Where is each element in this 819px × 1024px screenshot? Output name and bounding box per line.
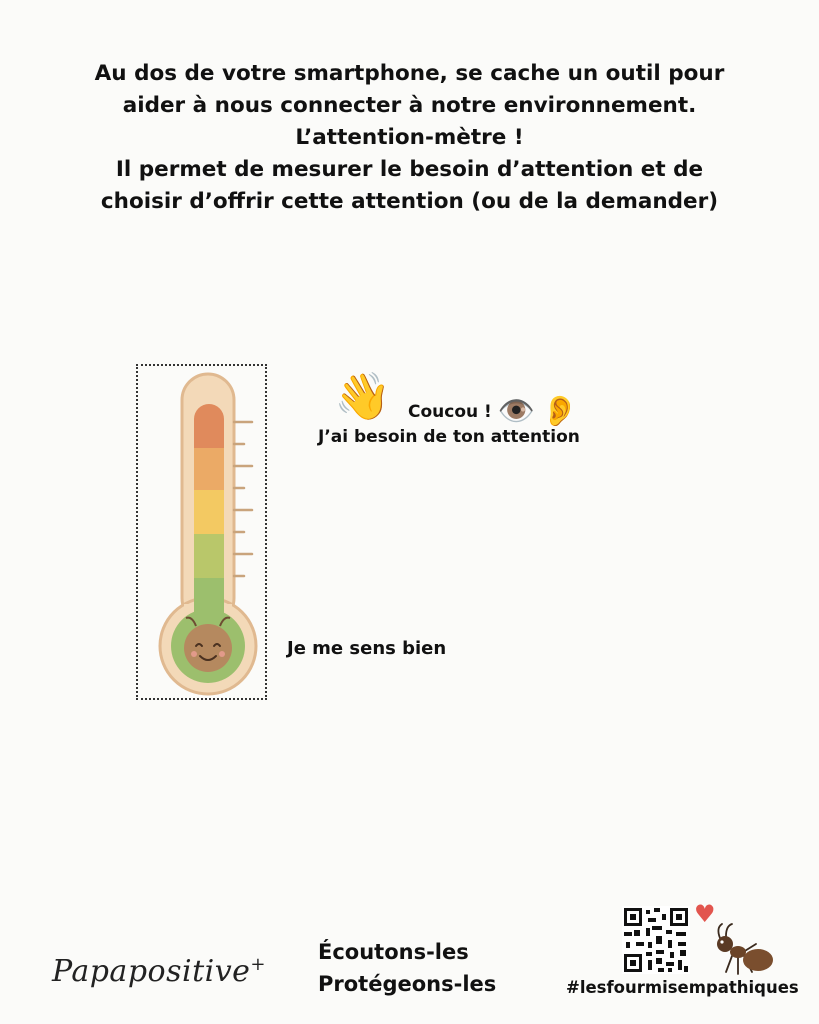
level-segment-3 xyxy=(194,490,224,534)
wave-hand-icon: 👋 xyxy=(334,369,392,423)
ear-icon: 👂 xyxy=(541,394,579,429)
papapositive-logo xyxy=(52,954,266,989)
slogan xyxy=(318,936,496,1000)
headline-line-4: Il permet de mesurer le besoin d’attention et de xyxy=(115,157,704,182)
logo-text: Papapositive xyxy=(52,954,251,989)
headline-line-5: choisir d’offrir cette attention (ou de la demander) xyxy=(100,189,719,214)
level-segment-2 xyxy=(194,448,224,490)
coucou-callout xyxy=(408,396,579,428)
level-segment-4 xyxy=(194,534,224,578)
coucou-text: Coucou ! xyxy=(408,402,492,422)
level-segment-1 xyxy=(194,404,224,448)
thermometer-icon xyxy=(136,364,267,700)
ant-icon xyxy=(712,922,776,980)
headline xyxy=(60,58,759,218)
need-attention-text: J’ai besoin de ton attention xyxy=(318,427,580,447)
logo-plus: + xyxy=(250,954,267,975)
headline-line-2: aider à nous connecter à notre environnement. xyxy=(122,93,697,118)
headline-line-3: L’attention-mètre ! xyxy=(295,125,524,150)
slogan-line-1: Écoutons-les xyxy=(318,940,469,964)
thermometer-ticks xyxy=(234,422,252,576)
headline-line-1: Au dos de votre smartphone, se cache un outil pour xyxy=(94,61,725,86)
hashtag: #lesfourmisempathiques xyxy=(566,978,799,997)
eye-icon: 👁️ xyxy=(497,394,536,429)
qr-code-icon[interactable] xyxy=(622,906,690,974)
slogan-line-2: Protégeons-les xyxy=(318,972,497,996)
heart-icon: ♥ xyxy=(694,900,716,928)
feel-good-text: Je me sens bien xyxy=(287,638,447,659)
